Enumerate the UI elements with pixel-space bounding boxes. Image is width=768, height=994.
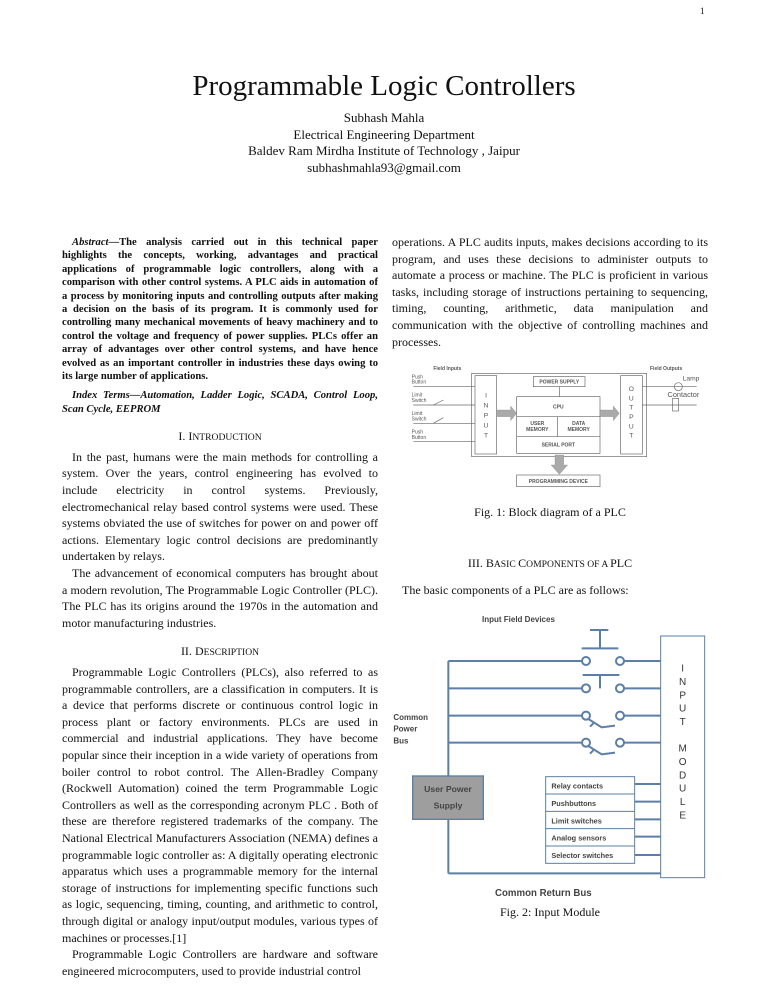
- svg-text:T: T: [483, 432, 489, 440]
- author-institute: Baldev Ram Mirdha Institute of Technology , Jaipur: [248, 143, 520, 158]
- section-basic-components: [392, 543, 708, 598]
- svg-text:U: U: [628, 423, 634, 431]
- svg-text:USER: USER: [530, 421, 545, 427]
- abstract: [62, 236, 378, 416]
- figure-1-plc-block-diagram: [400, 355, 700, 495]
- svg-text:Button: Button: [411, 379, 427, 386]
- field-outputs-label: Field Outputs: [650, 366, 683, 372]
- svg-text:Supply: Supply: [433, 800, 463, 811]
- figure-2-input-module: [390, 600, 740, 920]
- author-block: [0, 110, 768, 176]
- svg-text:N: N: [483, 402, 489, 410]
- section-heading: II. DESCRIPTION: [180, 644, 260, 659]
- module-letter: T: [679, 717, 686, 728]
- section-description: [62, 643, 378, 979]
- module-letter: D: [679, 770, 687, 782]
- index-terms-label: Index Terms: [72, 390, 130, 402]
- abstract-label: Abstract: [72, 237, 109, 248]
- device-item: Pushbuttons: [551, 799, 597, 808]
- svg-text:MEMORY: MEMORY: [526, 427, 549, 433]
- left-column: [62, 236, 378, 979]
- device-item: Selector switches: [551, 851, 614, 860]
- svg-text:MEMORY: MEMORY: [567, 427, 590, 433]
- svg-text:Switch: Switch: [411, 416, 427, 423]
- index-terms: —Automation, Ladder Logic, SCADA, Control Loop, Scan Cycle, EEPROM: [62, 390, 378, 415]
- module-letter: E: [679, 810, 687, 822]
- paragraph: In the past, humans were the main methods for controlling a system. Over the years, control engineering has evolved to include electricity in control systems. Previously, electromechanical relay based control systems were used. These systems obviated the use of switches for power on and power off actions. Elementary logic control decisions are predominantly undertaken by relays.: [62, 449, 378, 564]
- svg-text:Limit: Limit: [411, 411, 423, 417]
- section-heading: III. BASIC COMPONENTS OF A PLC: [467, 556, 633, 570]
- svg-text:Common: Common: [393, 713, 429, 722]
- svg-text:DATA: DATA: [572, 421, 586, 427]
- paragraph: The basic components of a PLC are as follows:: [402, 582, 629, 597]
- device-item: Relay contacts: [551, 781, 604, 791]
- input-field-devices-label: Input Field Devices: [482, 615, 555, 624]
- device-item: Limit switches: [551, 816, 602, 826]
- module-letter: U: [679, 703, 687, 715]
- module-letter: I: [681, 663, 685, 675]
- svg-text:U: U: [628, 395, 634, 403]
- svg-text:Push: Push: [411, 374, 424, 381]
- paragraph: Programmable Logic Controllers (PLCs), also referred to as programmable controllers, are a classification in computers. It is a device that performs discrete or continuous control logic in process plant or factory environments. PLCs are used in commercial and industrial applications. They have become popular since their inception in a wide variety of operations from boiler control to robot control. The Allen-Bradley Company (Rockwell Automation) coined the term Programmable Logic Controllers as well as the corresponding acronym PLC . Both of these are therefore registered trademarks of the company. The National Electrical Manufacturers Association (NEMA) defines a programmable logic controller as: A digitally operating electronic apparatus which uses a programmable memory for the internal storage of instructions for implementing specific functions such as logic, sequencing, timing, counting, and arithmetic to control, through digital or analogy input/output modules, various types of machines or processes.[1]: [62, 665, 378, 945]
- svg-text:Power: Power: [393, 724, 418, 734]
- author-name: Subhash Mahla: [343, 110, 425, 125]
- section-heading: I. INTRODUCTION: [178, 429, 262, 444]
- module-letter: U: [679, 783, 687, 795]
- svg-text:T: T: [629, 432, 634, 440]
- serial-port-label: SERIAL PORT: [541, 442, 576, 449]
- svg-text:Button: Button: [411, 435, 427, 441]
- page-number: 1: [700, 6, 705, 16]
- common-return-bus-label: Common Return Bus: [495, 888, 592, 899]
- module-letter: O: [678, 757, 687, 768]
- field-inputs-label: Field Inputs: [433, 366, 462, 372]
- module-letter: L: [679, 797, 686, 808]
- svg-text:P: P: [483, 412, 489, 420]
- author-department: Electrical Engineering Department: [293, 126, 475, 142]
- paper-title: Programmable Logic Controllers: [192, 70, 576, 102]
- module-letter: P: [679, 690, 687, 702]
- contactor-label: Contactor: [667, 390, 700, 399]
- svg-text:O: O: [628, 386, 634, 393]
- svg-text:I: I: [485, 392, 487, 400]
- module-letter: M: [678, 743, 687, 755]
- svg-text:Switch: Switch: [411, 398, 427, 404]
- svg-text:Bus: Bus: [393, 736, 409, 746]
- lamp-label: Lamp: [682, 375, 700, 383]
- svg-text:T: T: [629, 404, 634, 412]
- svg-text:Limit: Limit: [411, 392, 423, 399]
- author-email: subhashmahla93@gmail.com: [307, 159, 461, 175]
- svg-text:P: P: [629, 414, 634, 421]
- abstract-text: —The analysis carried out in this technical paper highlights the concepts, working, advantages and practical applications of programmable logic controllers, along with a comparison with other control systems. A PLC aids in automation of a process by monitoring inputs and controlling outputs after making a decision on the basis of its program. It is commonly used for controlling many mechanical movements of heavy machinery and to control the voltage and frequency of power supplies. PLCs offer an array of advantages over other control systems, and have hence evolved as an important controller in industries these days owing to its large number of applications.: [62, 237, 378, 383]
- cpu-label: CPU: [553, 404, 564, 411]
- section-introduction: [62, 428, 378, 631]
- power-supply-label: POWER SUPPLY: [539, 379, 580, 386]
- paragraph: Programmable Logic Controllers are hardware and software engineered microcomputers, used to provide industrial control: [62, 947, 378, 978]
- figure-1-caption: Fig. 1: Block diagram of a PLC: [474, 505, 626, 519]
- programming-device-label: PROGRAMMING DEVICE: [528, 479, 588, 485]
- svg-text:U: U: [483, 422, 489, 430]
- device-item: Analog sensors: [551, 833, 607, 843]
- module-letter: N: [679, 677, 687, 688]
- description-continued: operations. A PLC audits inputs, makes decisions according to its program, and uses these decisions to administer outputs to automate a process or machine. The PLC is proficient in various tasks, including storage of instructions pertaining to sequencing, timing, counting, arithmetic, data manipulation and communication with the objective of controlling machines and processes.: [392, 235, 708, 349]
- figure-2-caption: Fig. 2: Input Module: [499, 905, 600, 919]
- svg-text:User Power: User Power: [424, 784, 472, 794]
- paragraph: The advancement of economical computers has brought about a modern revolution, The Programmable Logic Controller (PLC). The PLC has its origins around the 1970s in the automation and motor manufacturing industries.: [62, 566, 378, 630]
- svg-text:Push: Push: [411, 429, 424, 436]
